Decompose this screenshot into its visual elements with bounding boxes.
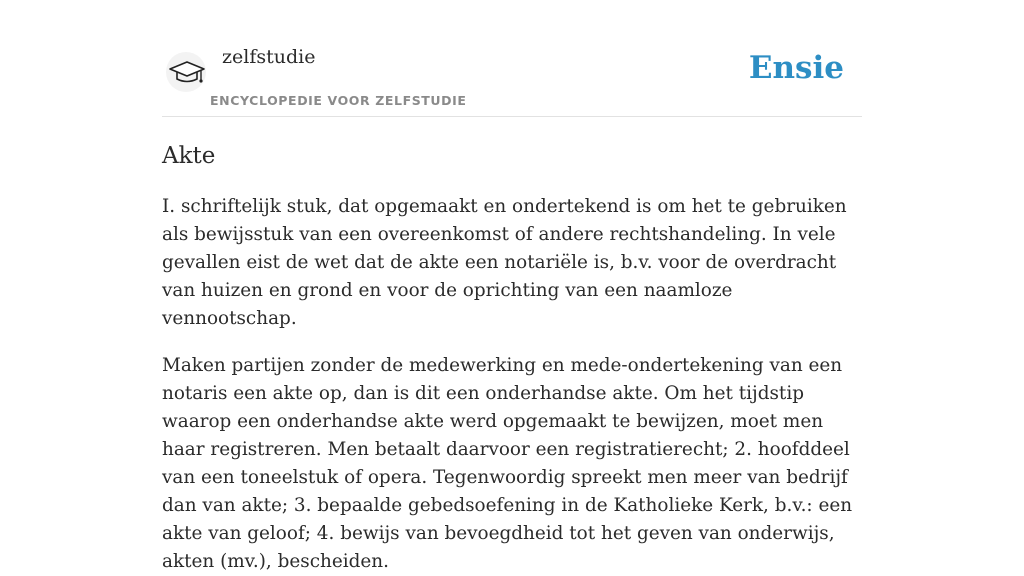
article-paragraph: I. schriftelijk stuk, dat opgemaakt en ondertekend is om het te gebruiken als bewijsstuk van een overeenkomst of andere rechtshandeling. In vele gevallen eist de wet dat de akte een notariële is, b.v. voor de overdracht van huizen en grond en voor de oprichting van een naamloze vennootschap. (162, 196, 847, 329)
site-tagline: ENCYCLOPEDIE VOOR ZELFSTUDIE (210, 93, 467, 108)
brand-logo[interactable]: Ensie (748, 50, 844, 86)
page (162, 0, 862, 576)
site-header (162, 0, 862, 117)
article-title: Akte (162, 143, 216, 169)
article-paragraph: Maken partijen zonder de medewerking en mede-ondertekening van een notaris een akte op, dan is dit een onderhandse akte. Om het tijdstip waarop een onderhandse akte werd opgemaakt te bewijzen, moet men haar registreren. Men betaalt daarvoor een registratierecht; 2. hoofddeel van een toneelstuk of opera. Tegenwoordig spreekt men meer van bedrijf dan van akte; 3. bepaalde gebedsoefening in de Katholieke Kerk, b.v.: een akte van geloof; 4. bewijs van bevoegdheid tot het geven van onderwijs, akten (mv.), bescheiden. (162, 355, 853, 572)
graduation-cap-icon[interactable] (166, 52, 206, 92)
site-name[interactable]: zelfstudie (222, 46, 316, 68)
